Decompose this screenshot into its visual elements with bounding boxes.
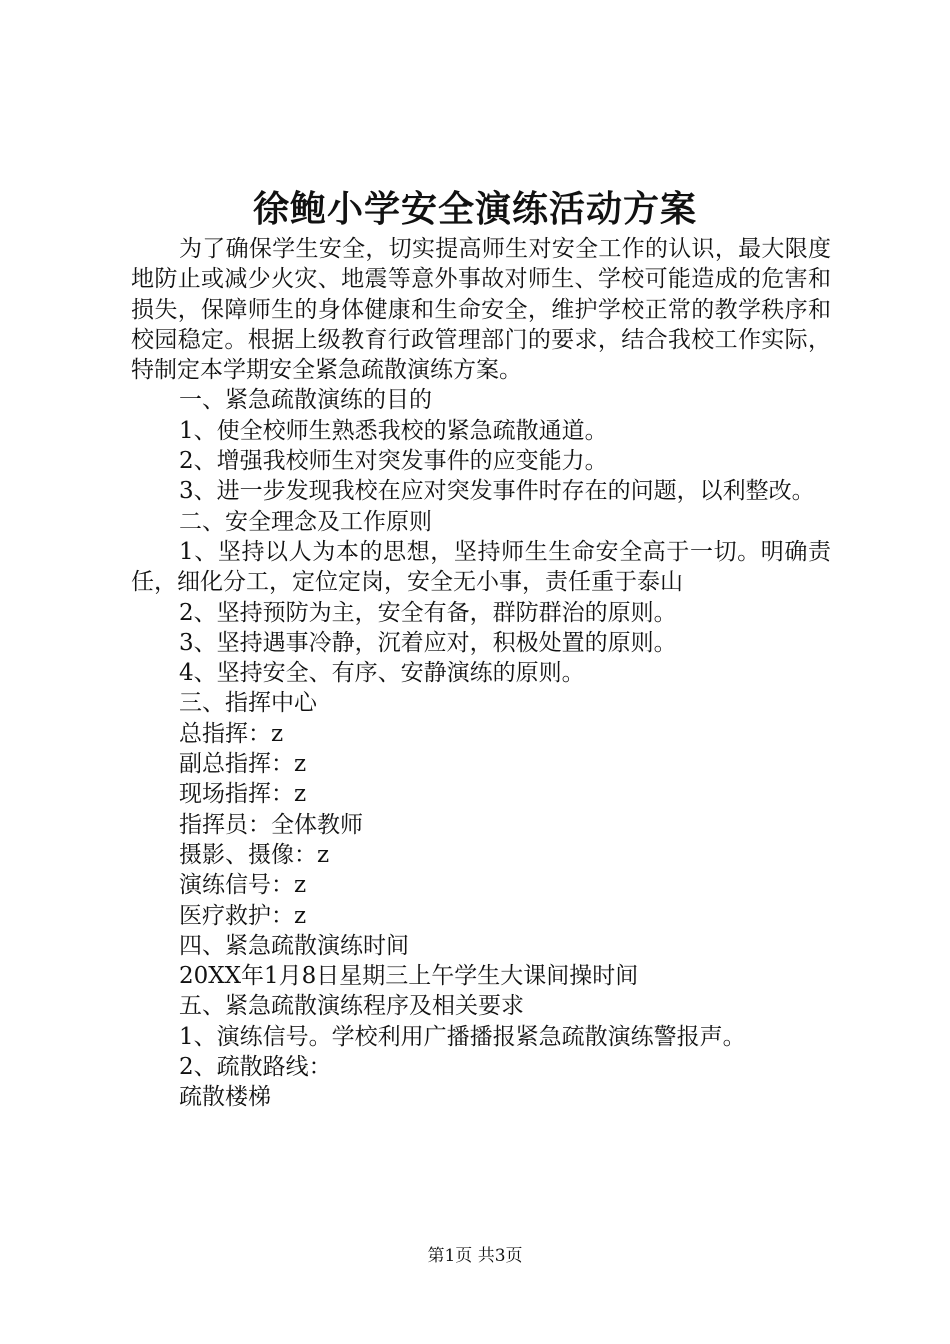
section-heading-principles: 二、安全理念及工作原则 bbox=[179, 508, 432, 535]
principle-item-3: 3、坚持遇事冷静，沉着应对，积极处置的原则。 bbox=[179, 629, 677, 656]
principle-item-4: 4、坚持安全、有序、安静演练的原则。 bbox=[179, 660, 585, 687]
command-medical: 医疗救护：z bbox=[179, 902, 307, 929]
command-signal: 演练信号：z bbox=[179, 872, 307, 899]
command-photography: 摄影、摄像：z bbox=[179, 841, 330, 868]
section-heading-purpose: 一、紧急疏散演练的目的 bbox=[179, 387, 432, 414]
principle-item-2: 2、坚持预防为主，安全有备，群防群治的原则。 bbox=[179, 599, 677, 626]
intro-paragraph: 为了确保学生安全，切实提高师生对安全工作的认识，最大限度地防止或减少火灾、地震等意外事故对师生、学校可能造成的危害和损失，保障师生的身体健康和生命安全，维护学校正常的教学秩序和校园稳定。根据上级教育行政管理部门的要求，结合我校工作实际，特制定本学期安全紧急疏散演练方案。 bbox=[131, 236, 831, 384]
document-title: 徐鲍小学安全演练活动方案 bbox=[252, 188, 697, 230]
principle-item-1: 1、坚持以人为本的思想，坚持师生生命安全高于一切。明确责任，细化分工，定位定岗，安全无小事，责任重于泰山 bbox=[131, 538, 831, 596]
command-chief: 总指挥：z bbox=[179, 720, 284, 747]
command-deputy: 副总指挥：z bbox=[179, 751, 307, 778]
document-body bbox=[131, 234, 831, 1113]
section-heading-command: 三、指挥中心 bbox=[179, 690, 317, 717]
drill-time: 20XX年1月8日星期三上午学生大课间操时间 bbox=[179, 963, 639, 990]
procedure-item-1: 1、演练信号。学校利用广播播报紧急疏散演练警报声。 bbox=[179, 1023, 746, 1050]
procedure-item-2: 2、疏散路线： bbox=[179, 1054, 332, 1081]
command-onsite: 现场指挥：z bbox=[179, 781, 307, 808]
purpose-item-2: 2、增强我校师生对突发事件的应变能力。 bbox=[179, 448, 608, 475]
command-commanders: 指挥员：全体教师 bbox=[179, 811, 363, 838]
section-heading-time: 四、紧急疏散演练时间 bbox=[179, 932, 409, 959]
purpose-item-1: 1、使全校师生熟悉我校的紧急疏散通道。 bbox=[179, 417, 608, 444]
evacuation-stairs: 疏散楼梯 bbox=[179, 1084, 271, 1111]
section-heading-procedure: 五、紧急疏散演练程序及相关要求 bbox=[179, 993, 524, 1020]
purpose-item-3: 3、进一步发现我校在应对突发事件时存在的问题，以利整改。 bbox=[179, 478, 815, 505]
page-footer: 第1页 共3页 bbox=[427, 1246, 523, 1266]
